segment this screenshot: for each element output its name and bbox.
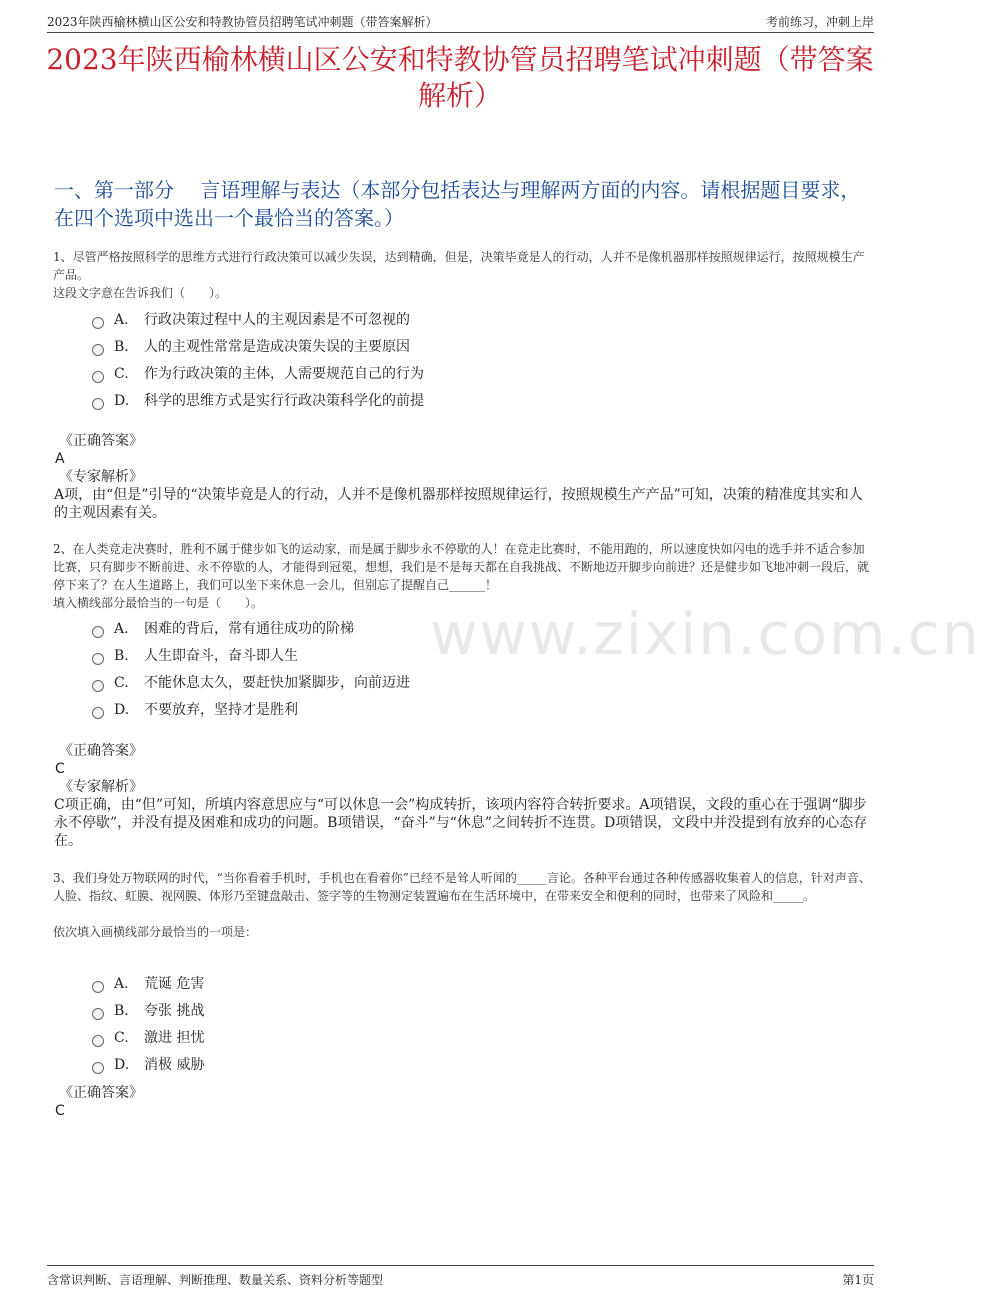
option-letter: C. (114, 365, 129, 382)
option-text: 荒诞 危害 (144, 975, 205, 992)
question-1 (53, 248, 872, 302)
option-letter: A. (114, 620, 129, 637)
option-2b[interactable] (92, 642, 410, 669)
question-3 (53, 869, 872, 941)
option-3d[interactable] (92, 1051, 204, 1078)
answer-label: 《正确答案》 (59, 1085, 143, 1101)
question-3-answer (54, 1084, 872, 1120)
radio-button-icon[interactable] (92, 398, 104, 410)
answer-label: 《正确答案》 (59, 433, 143, 449)
radio-button-icon[interactable] (92, 1035, 104, 1047)
question-3-prompt: 依次填入画横线部分最恰当的一项是： (53, 925, 258, 939)
question-1-answer (54, 432, 872, 522)
radio-button-icon[interactable] (92, 317, 104, 329)
radio-button-icon[interactable] (92, 1008, 104, 1020)
option-text: 不要放弃，坚持才是胜利 (144, 701, 298, 718)
radio-button-icon[interactable] (92, 981, 104, 993)
option-3c[interactable] (92, 1024, 204, 1051)
analysis-text: A项，由“但是”引导的“决策毕竟是人的行动，人并不是像机器那样按照规律运行，按照规模生产产品”可知，决策的精准度其实和人的主观因素有关。 (54, 487, 863, 521)
page-header (47, 10, 874, 33)
option-text: 夸张 挑战 (144, 1002, 205, 1019)
analysis-text: C项正确，由“但”可知，所填内容意思应与“可以休息一会”构成转折，该项内容符合转折要求。A项错误，文段的重心在于强调“脚步永不停歇”，并没有提及困难和成功的问题。B项错误，“奋斗”与“休息”之间转折不连贯。D项错误，文段中并没提到有放弃的心态存在。 (54, 797, 868, 849)
section-heading: 一、第一部分 言语理解与表达（本部分包括表达与理解两方面的内容。请根据题目要求，在四个选项中选出一个最恰当的答案。） (54, 178, 861, 230)
question-3-stem: 3、我们身处万物联网的时代，“当你看着手机时，手机也在看着你”已经不是耸人听闻的_____言论。各种平台通过各种传感器收集着人的信息，针对声音、人脸、指纹、虹膜、视网膜、体形乃至键盘敲击、签字等的生物测定装置遍布在生活环境中，在带来安全和便利的同时，也带来了风险和_____。 (53, 871, 871, 903)
header-doc-title: 2023年陕西榆林横山区公安和特教协管员招聘笔试冲刺题（带答案解析） (47, 15, 438, 29)
answer-value: C (55, 1103, 65, 1119)
option-2c[interactable] (92, 669, 410, 696)
option-letter: C. (114, 674, 129, 691)
radio-button-icon[interactable] (92, 1062, 104, 1074)
option-text: 困难的背后，常有通往成功的阶梯 (144, 620, 354, 637)
answer-value: A (55, 451, 65, 467)
page-title: 2023年陕西榆林横山区公安和特教协管员招聘笔试冲刺题（带答案解析） (46, 43, 874, 112)
option-1b[interactable] (92, 333, 424, 360)
question-2 (53, 540, 872, 612)
analysis-label: 《专家解析》 (59, 779, 143, 795)
question-1-prompt: 这段文字意在告诉我们（ ）。 (53, 286, 228, 300)
question-2-prompt: 填入横线部分最恰当的一句是（ ）。 (53, 596, 264, 610)
option-letter: D. (114, 701, 130, 718)
footer-topics: 含常识判断、言语理解、判断推理、数量关系、资料分析等题型 (47, 1273, 384, 1287)
option-letter: A. (114, 311, 129, 328)
option-3a[interactable] (92, 970, 204, 997)
option-letter: A. (114, 975, 129, 992)
header-slogan: 考前练习，冲刺上岸 (765, 15, 874, 29)
option-letter: B. (114, 1002, 129, 1019)
question-1-options (92, 306, 424, 414)
option-2d[interactable] (92, 696, 410, 723)
radio-button-icon[interactable] (92, 344, 104, 356)
page-number: 第1页 (842, 1273, 874, 1287)
radio-button-icon[interactable] (92, 653, 104, 665)
answer-label: 《正确答案》 (59, 743, 143, 759)
option-letter: B. (114, 647, 129, 664)
radio-button-icon[interactable] (92, 371, 104, 383)
question-1-stem: 1、尽管严格按照科学的思维方式进行行政决策可以减少失误，达到精确，但是，决策毕竟是人的行动，人并不是像机器那样按照规律运行，按照规模生产产品。 (53, 250, 865, 282)
option-text: 激进 担忧 (144, 1029, 205, 1046)
radio-button-icon[interactable] (92, 680, 104, 692)
option-2a[interactable] (92, 615, 410, 642)
option-letter: D. (114, 1056, 130, 1073)
option-text: 人的主观性常常是造成决策失误的主要原因 (144, 338, 410, 355)
watermark: www.zixin.com.cn (430, 600, 981, 668)
question-2-options (92, 615, 410, 723)
answer-value: C (55, 761, 65, 777)
option-text: 科学的思维方式是实行行政决策科学化的前提 (144, 392, 424, 409)
question-3-options (92, 970, 204, 1078)
option-text: 作为行政决策的主体，人需要规范自己的行为 (144, 365, 424, 382)
question-2-stem: 2、在人类竞走决赛时，胜利不属于健步如飞的运动家，而是属于脚步永不停歇的人！在竞走比赛时，不能用跑的，所以速度快如闪电的选手并不适合参加比赛，只有脚步不断前进、永不停歇的人，才能得到冠冕，想想，我们是不是每天都在自我挑战、不断地迈开脚步向前进？还是健步如飞地冲刺一段后，就停下来了？在人生道路上，我们可以坐下来休息一会儿，但别忘了提醒自己______！ (53, 542, 870, 592)
page-footer (47, 1265, 874, 1290)
option-1c[interactable] (92, 360, 424, 387)
question-2-answer (54, 742, 872, 850)
option-letter: B. (114, 338, 129, 355)
option-letter: D. (114, 392, 130, 409)
option-text: 不能休息太久，要赶快加紧脚步，向前迈进 (144, 674, 410, 691)
radio-button-icon[interactable] (92, 707, 104, 719)
option-3b[interactable] (92, 997, 204, 1024)
option-letter: C. (114, 1029, 129, 1046)
radio-button-icon[interactable] (92, 626, 104, 638)
option-1a[interactable] (92, 306, 424, 333)
option-1d[interactable] (92, 387, 424, 414)
option-text: 行政决策过程中人的主观因素是不可忽视的 (144, 311, 410, 328)
analysis-label: 《专家解析》 (59, 469, 143, 485)
option-text: 人生即奋斗，奋斗即人生 (144, 647, 298, 664)
option-text: 消极 威胁 (144, 1056, 205, 1073)
